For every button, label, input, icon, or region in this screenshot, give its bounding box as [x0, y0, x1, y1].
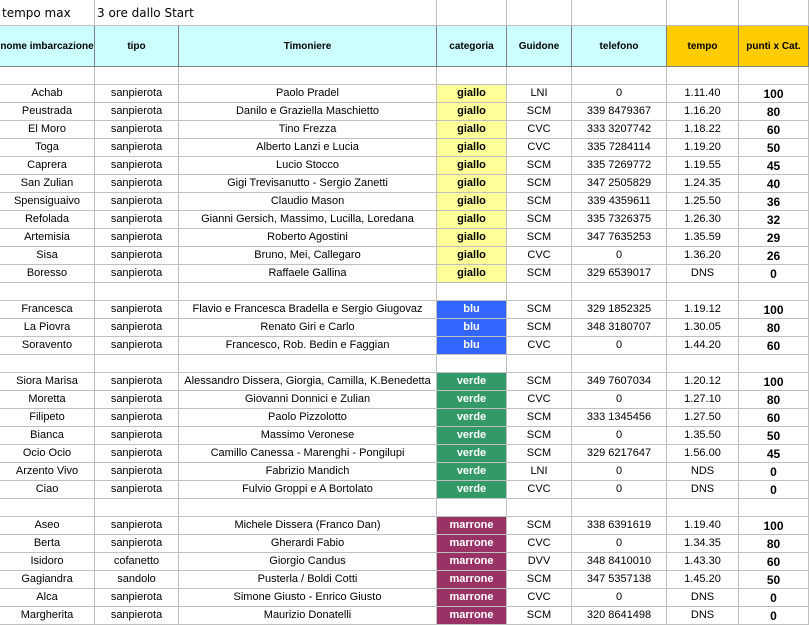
empty-cell[interactable]	[739, 67, 809, 85]
cell-helmsman[interactable]: Fulvio Groppi e A Bortolato	[179, 481, 437, 499]
cell-category[interactable]: giallo	[437, 247, 507, 265]
cell-category[interactable]: blu	[437, 301, 507, 319]
cell-category[interactable]: verde	[437, 481, 507, 499]
cell-time[interactable]: 1.34.35	[667, 535, 739, 553]
cell-points[interactable]: 50	[739, 139, 809, 157]
empty-cell[interactable]	[739, 355, 809, 373]
empty-cell[interactable]	[179, 67, 437, 85]
cell-category[interactable]: verde	[437, 463, 507, 481]
cell-time[interactable]: 1.26.30	[667, 211, 739, 229]
cell-points[interactable]: 0	[739, 481, 809, 499]
cell-phone[interactable]: 0	[572, 247, 667, 265]
cell-phone[interactable]: 348 8410010	[572, 553, 667, 571]
cell-club[interactable]: SCM	[507, 301, 572, 319]
cell-boat-name[interactable]: Spensiguaivo	[0, 193, 95, 211]
cell-time[interactable]: 1.19.55	[667, 157, 739, 175]
cell-category[interactable]: verde	[437, 373, 507, 391]
cell-category[interactable]: blu	[437, 337, 507, 355]
cell-time[interactable]: 1.35.50	[667, 427, 739, 445]
empty-cell[interactable]	[95, 355, 179, 373]
cell-helmsman[interactable]: Alessandro Dissera, Giorgia, Camilla, K.Benedetta	[179, 373, 437, 391]
cell-boat-name[interactable]: Gagiandra	[0, 571, 95, 589]
cell-boat-name[interactable]: Refolada	[0, 211, 95, 229]
cell-club[interactable]: CVC	[507, 535, 572, 553]
cell-type[interactable]: sanpierota	[95, 85, 179, 103]
cell-time[interactable]: DNS	[667, 265, 739, 283]
cell-boat-name[interactable]: Berta	[0, 535, 95, 553]
cell-helmsman[interactable]: Tino Frezza	[179, 121, 437, 139]
cell-category[interactable]: blu	[437, 319, 507, 337]
empty-cell[interactable]	[0, 67, 95, 85]
empty-cell[interactable]	[179, 355, 437, 373]
cell-type[interactable]: sanpierota	[95, 211, 179, 229]
cell-category[interactable]: giallo	[437, 85, 507, 103]
cell-points[interactable]: 45	[739, 445, 809, 463]
cell-time[interactable]: NDS	[667, 463, 739, 481]
cell-points[interactable]: 29	[739, 229, 809, 247]
cell-boat-name[interactable]: Alca	[0, 589, 95, 607]
cell-boat-name[interactable]: Isidoro	[0, 553, 95, 571]
cell-points[interactable]: 36	[739, 193, 809, 211]
empty-cell[interactable]	[739, 0, 809, 26]
cell-helmsman[interactable]: Flavio e Francesca Bradella e Sergio Giugovaz	[179, 301, 437, 319]
empty-cell[interactable]	[667, 283, 739, 301]
cell-category[interactable]: giallo	[437, 121, 507, 139]
empty-cell[interactable]	[507, 0, 572, 26]
tempo-max-value[interactable]: 3 ore dallo Start	[95, 0, 437, 26]
cell-time[interactable]: 1.20.12	[667, 373, 739, 391]
cell-phone[interactable]: 347 5357138	[572, 571, 667, 589]
cell-category[interactable]: marrone	[437, 607, 507, 625]
cell-boat-name[interactable]: Sisa	[0, 247, 95, 265]
empty-cell[interactable]	[572, 355, 667, 373]
cell-time[interactable]: 1.30.05	[667, 319, 739, 337]
cell-points[interactable]: 60	[739, 553, 809, 571]
cell-type[interactable]: sanpierota	[95, 517, 179, 535]
cell-helmsman[interactable]: Paolo Pizzolotto	[179, 409, 437, 427]
cell-boat-name[interactable]: Moretta	[0, 391, 95, 409]
cell-club[interactable]: SCM	[507, 265, 572, 283]
cell-boat-name[interactable]: Peustrada	[0, 103, 95, 121]
empty-cell[interactable]	[507, 355, 572, 373]
empty-cell[interactable]	[0, 283, 95, 301]
cell-category[interactable]: giallo	[437, 229, 507, 247]
cell-type[interactable]: sanpierota	[95, 319, 179, 337]
cell-type[interactable]: sanpierota	[95, 409, 179, 427]
cell-type[interactable]: cofanetto	[95, 553, 179, 571]
cell-type[interactable]: sanpierota	[95, 535, 179, 553]
cell-type[interactable]: sanpierota	[95, 121, 179, 139]
cell-time[interactable]: 1.18.22	[667, 121, 739, 139]
header-helmsman[interactable]: Timoniere	[179, 26, 437, 67]
empty-cell[interactable]	[572, 283, 667, 301]
cell-category[interactable]: giallo	[437, 265, 507, 283]
empty-cell[interactable]	[667, 355, 739, 373]
cell-club[interactable]: SCM	[507, 607, 572, 625]
cell-type[interactable]: sanpierota	[95, 373, 179, 391]
cell-boat-name[interactable]: Ocio Ocio	[0, 445, 95, 463]
cell-points[interactable]: 80	[739, 319, 809, 337]
cell-phone[interactable]: 329 6539017	[572, 265, 667, 283]
cell-club[interactable]: LNI	[507, 463, 572, 481]
cell-club[interactable]: SCM	[507, 229, 572, 247]
cell-club[interactable]: SCM	[507, 319, 572, 337]
cell-type[interactable]: sanpierota	[95, 391, 179, 409]
cell-club[interactable]: SCM	[507, 373, 572, 391]
cell-club[interactable]: CVC	[507, 481, 572, 499]
cell-time[interactable]: DNS	[667, 589, 739, 607]
cell-time[interactable]: 1.16.20	[667, 103, 739, 121]
cell-helmsman[interactable]: Simone Giusto - Enrico Giusto	[179, 589, 437, 607]
cell-category[interactable]: giallo	[437, 139, 507, 157]
empty-cell[interactable]	[667, 499, 739, 517]
empty-cell[interactable]	[667, 0, 739, 26]
empty-cell[interactable]	[95, 283, 179, 301]
cell-type[interactable]: sanpierota	[95, 607, 179, 625]
cell-boat-name[interactable]: Siora Marisa	[0, 373, 95, 391]
empty-cell[interactable]	[95, 499, 179, 517]
cell-club[interactable]: CVC	[507, 391, 572, 409]
cell-boat-name[interactable]: Arzento Vivo	[0, 463, 95, 481]
empty-cell[interactable]	[667, 67, 739, 85]
cell-phone[interactable]: 335 7326375	[572, 211, 667, 229]
cell-helmsman[interactable]: Lucio Stocco	[179, 157, 437, 175]
cell-phone[interactable]: 0	[572, 481, 667, 499]
cell-club[interactable]: SCM	[507, 157, 572, 175]
empty-cell[interactable]	[507, 499, 572, 517]
cell-boat-name[interactable]: Filipeto	[0, 409, 95, 427]
cell-phone[interactable]: 339 8479367	[572, 103, 667, 121]
cell-club[interactable]: DVV	[507, 553, 572, 571]
cell-time[interactable]: 1.27.50	[667, 409, 739, 427]
cell-points[interactable]: 50	[739, 427, 809, 445]
empty-cell[interactable]	[179, 499, 437, 517]
cell-phone[interactable]: 335 7284114	[572, 139, 667, 157]
cell-type[interactable]: sanpierota	[95, 157, 179, 175]
cell-time[interactable]: 1.19.12	[667, 301, 739, 319]
cell-club[interactable]: SCM	[507, 193, 572, 211]
cell-helmsman[interactable]: Raffaele Gallina	[179, 265, 437, 283]
header-time[interactable]: tempo	[667, 26, 739, 67]
cell-helmsman[interactable]: Roberto Agostini	[179, 229, 437, 247]
header-category[interactable]: categoria	[437, 26, 507, 67]
cell-club[interactable]: CVC	[507, 247, 572, 265]
cell-type[interactable]: sanpierota	[95, 445, 179, 463]
cell-helmsman[interactable]: Paolo Pradel	[179, 85, 437, 103]
cell-boat-name[interactable]: Aseo	[0, 517, 95, 535]
cell-phone[interactable]: 329 6217647	[572, 445, 667, 463]
cell-phone[interactable]: 347 2505829	[572, 175, 667, 193]
cell-category[interactable]: marrone	[437, 535, 507, 553]
cell-boat-name[interactable]: Francesca	[0, 301, 95, 319]
cell-category[interactable]: giallo	[437, 103, 507, 121]
empty-cell[interactable]	[0, 499, 95, 517]
cell-phone[interactable]: 349 7607034	[572, 373, 667, 391]
cell-points[interactable]: 100	[739, 85, 809, 103]
cell-category[interactable]: giallo	[437, 175, 507, 193]
cell-type[interactable]: sanpierota	[95, 337, 179, 355]
empty-cell[interactable]	[507, 283, 572, 301]
cell-time[interactable]: 1.11.40	[667, 85, 739, 103]
cell-category[interactable]: marrone	[437, 589, 507, 607]
cell-phone[interactable]: 0	[572, 535, 667, 553]
empty-cell[interactable]	[572, 0, 667, 26]
cell-type[interactable]: sanpierota	[95, 265, 179, 283]
cell-type[interactable]: sanpierota	[95, 463, 179, 481]
cell-phone[interactable]: 0	[572, 337, 667, 355]
cell-type[interactable]: sanpierota	[95, 247, 179, 265]
cell-points[interactable]: 0	[739, 589, 809, 607]
cell-helmsman[interactable]: Pusterla / Boldi Cotti	[179, 571, 437, 589]
cell-helmsman[interactable]: Fabrizio Mandich	[179, 463, 437, 481]
cell-time[interactable]: 1.19.40	[667, 517, 739, 535]
cell-boat-name[interactable]: Soravento	[0, 337, 95, 355]
cell-time[interactable]: 1.45.20	[667, 571, 739, 589]
cell-points[interactable]: 80	[739, 535, 809, 553]
cell-club[interactable]: SCM	[507, 427, 572, 445]
cell-phone[interactable]: 0	[572, 391, 667, 409]
cell-club[interactable]: SCM	[507, 409, 572, 427]
cell-points[interactable]: 60	[739, 409, 809, 427]
cell-type[interactable]: sanpierota	[95, 427, 179, 445]
cell-type[interactable]: sanpierota	[95, 175, 179, 193]
cell-phone[interactable]: 347 7635253	[572, 229, 667, 247]
empty-cell[interactable]	[437, 499, 507, 517]
cell-club[interactable]: CVC	[507, 589, 572, 607]
cell-club[interactable]: CVC	[507, 139, 572, 157]
cell-points[interactable]: 100	[739, 373, 809, 391]
cell-helmsman[interactable]: Alberto Lanzi e Lucia	[179, 139, 437, 157]
cell-points[interactable]: 100	[739, 517, 809, 535]
empty-cell[interactable]	[739, 283, 809, 301]
cell-helmsman[interactable]: Camillo Canessa - Marenghi - Pongilupi	[179, 445, 437, 463]
empty-cell[interactable]	[739, 499, 809, 517]
cell-type[interactable]: sanpierota	[95, 139, 179, 157]
empty-cell[interactable]	[507, 67, 572, 85]
cell-club[interactable]: SCM	[507, 445, 572, 463]
cell-time[interactable]: DNS	[667, 481, 739, 499]
cell-type[interactable]: sanpierota	[95, 301, 179, 319]
cell-category[interactable]: giallo	[437, 157, 507, 175]
cell-points[interactable]: 80	[739, 391, 809, 409]
cell-type[interactable]: sanpierota	[95, 229, 179, 247]
cell-time[interactable]: 1.19.20	[667, 139, 739, 157]
cell-category[interactable]: marrone	[437, 571, 507, 589]
cell-points[interactable]: 0	[739, 607, 809, 625]
cell-type[interactable]: sanpierota	[95, 193, 179, 211]
cell-phone[interactable]: 320 8641498	[572, 607, 667, 625]
cell-boat-name[interactable]: Toga	[0, 139, 95, 157]
cell-helmsman[interactable]: Maurizio Donatelli	[179, 607, 437, 625]
cell-category[interactable]: verde	[437, 427, 507, 445]
cell-phone[interactable]: 333 1345456	[572, 409, 667, 427]
cell-points[interactable]: 0	[739, 463, 809, 481]
cell-points[interactable]: 0	[739, 265, 809, 283]
cell-boat-name[interactable]: Ciao	[0, 481, 95, 499]
cell-time[interactable]: 1.35.59	[667, 229, 739, 247]
cell-phone[interactable]: 335 7269772	[572, 157, 667, 175]
header-boat-name[interactable]: nome imbarcazione	[0, 26, 95, 67]
cell-helmsman[interactable]: Giovanni Donnici e Zulian	[179, 391, 437, 409]
cell-club[interactable]: CVC	[507, 337, 572, 355]
cell-time[interactable]: 1.36.20	[667, 247, 739, 265]
cell-phone[interactable]: 0	[572, 589, 667, 607]
cell-time[interactable]: 1.25.50	[667, 193, 739, 211]
cell-points[interactable]: 32	[739, 211, 809, 229]
cell-boat-name[interactable]: Artemisia	[0, 229, 95, 247]
cell-club[interactable]: LNI	[507, 85, 572, 103]
cell-helmsman[interactable]: Francesco, Rob. Bedin e Faggian	[179, 337, 437, 355]
cell-time[interactable]: 1.27.10	[667, 391, 739, 409]
cell-helmsman[interactable]: Claudio Mason	[179, 193, 437, 211]
cell-helmsman[interactable]: Michele Dissera (Franco Dan)	[179, 517, 437, 535]
cell-boat-name[interactable]: Caprera	[0, 157, 95, 175]
cell-category[interactable]: verde	[437, 391, 507, 409]
header-points[interactable]: punti x Cat.	[739, 26, 809, 67]
cell-points[interactable]: 60	[739, 337, 809, 355]
cell-boat-name[interactable]: Bianca	[0, 427, 95, 445]
cell-phone[interactable]: 0	[572, 463, 667, 481]
cell-helmsman[interactable]: Gherardi Fabio	[179, 535, 437, 553]
cell-boat-name[interactable]: San Zulian	[0, 175, 95, 193]
cell-time[interactable]: 1.43.30	[667, 553, 739, 571]
cell-phone[interactable]: 0	[572, 85, 667, 103]
cell-helmsman[interactable]: Gianni Gersich, Massimo, Lucilla, Loredana	[179, 211, 437, 229]
cell-points[interactable]: 100	[739, 301, 809, 319]
tempo-max-label[interactable]: tempo max	[0, 0, 95, 26]
cell-phone[interactable]: 338 6391619	[572, 517, 667, 535]
cell-boat-name[interactable]: Margherita	[0, 607, 95, 625]
header-type[interactable]: tipo	[95, 26, 179, 67]
empty-cell[interactable]	[437, 67, 507, 85]
cell-helmsman[interactable]: Gigi Trevisanutto - Sergio Zanetti	[179, 175, 437, 193]
cell-time[interactable]: 1.24.35	[667, 175, 739, 193]
cell-boat-name[interactable]: La Piovra	[0, 319, 95, 337]
empty-cell[interactable]	[437, 0, 507, 26]
cell-boat-name[interactable]: Boresso	[0, 265, 95, 283]
cell-phone[interactable]: 339 4359611	[572, 193, 667, 211]
cell-points[interactable]: 26	[739, 247, 809, 265]
cell-club[interactable]: SCM	[507, 175, 572, 193]
cell-club[interactable]: SCM	[507, 103, 572, 121]
empty-cell[interactable]	[0, 355, 95, 373]
cell-category[interactable]: giallo	[437, 193, 507, 211]
cell-club[interactable]: SCM	[507, 571, 572, 589]
cell-time[interactable]: 1.56.00	[667, 445, 739, 463]
cell-time[interactable]: DNS	[667, 607, 739, 625]
header-phone[interactable]: telefono	[572, 26, 667, 67]
cell-type[interactable]: sanpierota	[95, 103, 179, 121]
empty-cell[interactable]	[179, 283, 437, 301]
cell-category[interactable]: giallo	[437, 211, 507, 229]
cell-boat-name[interactable]: Achab	[0, 85, 95, 103]
cell-club[interactable]: SCM	[507, 211, 572, 229]
empty-cell[interactable]	[437, 283, 507, 301]
empty-cell[interactable]	[437, 355, 507, 373]
cell-category[interactable]: verde	[437, 445, 507, 463]
cell-points[interactable]: 50	[739, 571, 809, 589]
cell-category[interactable]: marrone	[437, 553, 507, 571]
cell-phone[interactable]: 348 3180707	[572, 319, 667, 337]
cell-helmsman[interactable]: Massimo Veronese	[179, 427, 437, 445]
cell-points[interactable]: 40	[739, 175, 809, 193]
cell-points[interactable]: 80	[739, 103, 809, 121]
cell-phone[interactable]: 0	[572, 427, 667, 445]
cell-points[interactable]: 60	[739, 121, 809, 139]
cell-type[interactable]: sandolo	[95, 571, 179, 589]
cell-type[interactable]: sanpierota	[95, 589, 179, 607]
cell-helmsman[interactable]: Giorgio Candus	[179, 553, 437, 571]
header-club[interactable]: Guidone	[507, 26, 572, 67]
cell-category[interactable]: verde	[437, 409, 507, 427]
cell-helmsman[interactable]: Danilo e Graziella Maschietto	[179, 103, 437, 121]
cell-helmsman[interactable]: Renato Giri e Carlo	[179, 319, 437, 337]
cell-category[interactable]: marrone	[437, 517, 507, 535]
empty-cell[interactable]	[572, 67, 667, 85]
cell-club[interactable]: SCM	[507, 517, 572, 535]
cell-phone[interactable]: 329 1852325	[572, 301, 667, 319]
cell-phone[interactable]: 333 3207742	[572, 121, 667, 139]
cell-points[interactable]: 45	[739, 157, 809, 175]
empty-cell[interactable]	[95, 67, 179, 85]
cell-club[interactable]: CVC	[507, 121, 572, 139]
empty-cell[interactable]	[572, 499, 667, 517]
cell-time[interactable]: 1.44.20	[667, 337, 739, 355]
cell-boat-name[interactable]: El Moro	[0, 121, 95, 139]
cell-type[interactable]: sanpierota	[95, 481, 179, 499]
cell-helmsman[interactable]: Bruno, Mei, Callegaro	[179, 247, 437, 265]
